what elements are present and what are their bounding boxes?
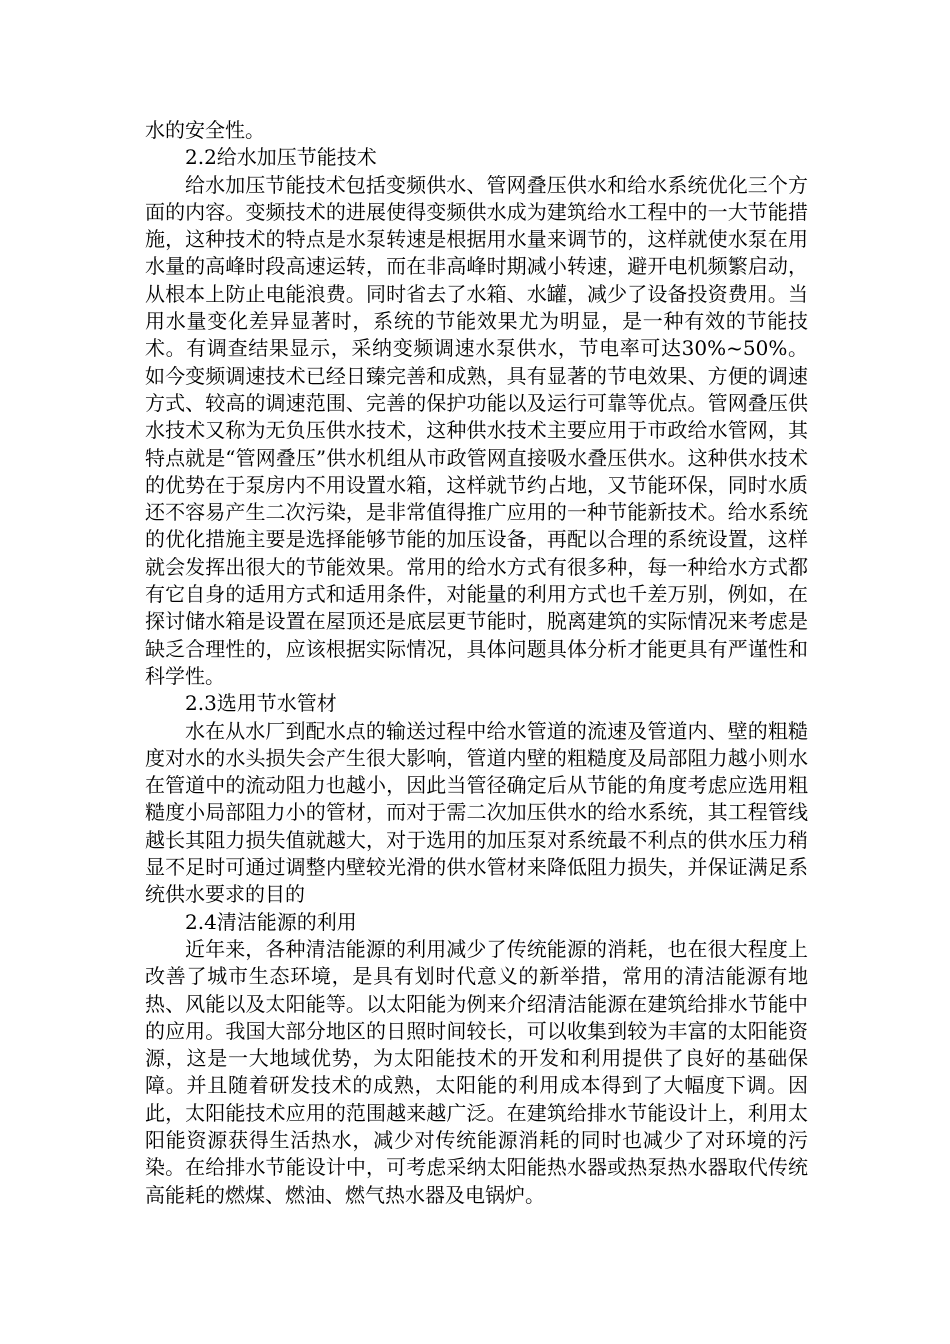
continuation-text: 水的安全性。	[145, 118, 265, 142]
section-body-2-2: 给水加压节能技术包括变频供水、管网叠压供水和给水系统优化三个方面的内容。变频技术的进展使得变频供水成为建筑给水工程中的一大节能措施，这种技术的特点是水泵转速是根据用水量来调节的，这样就使水泵在用水量的高峰时段高速运转，而在非高峰时期减小转速，避开电机频繁启动，从根本上防止电能浪费。同时省去了水箱、水罐，减少了设备投资费用。当用水量变化差异显著时，系统的节能效果尤为明显，是一种有效的节能技术。有调查结果显示，采纳变频调速水泵供水，节电率可达30%~50%。如今变频调速技术已经日臻完善和成熟，具有显著的节电效果、方便的调速方式、较高的调速范围、完善的保护功能以及运行可靠等优点。管网叠压供水技术又称为无负压供水技术，这种供水技术主要应用于市政给水管网，其特点就是“管网叠压”供水机组从市政管网直接吸水叠压供水。这种供水技术的优势在于泵房内不用设置水箱，这样就节约占地，又节能环保，同时水质还不容易产生二次污染，是非常值得推广应用的一种节能新技术。给水系统的优化措施主要是选择能够节能的加压设备，再配以合理的系统设置，这样就会发挥出很大的节能效果。常用的给水方式有很多种，每一种给水方式都有它自身的适用方式和适用条件，对能量的利用方式也千差万别，例如，在探讨储水箱是设置在屋顶还是底层更节能时，脱离建筑的实际情况来考虑是缺乏合理性的，应该根据实际情况，具体问题具体分析才能更具有严谨性和科学性。	[145, 172, 808, 688]
section-body-2-4: 近年来，各种清洁能源的利用减少了传统能源的消耗，也在很大程度上改善了城市生态环境，是具有划时代意义的新举措，常用的清洁能源有地热、风能以及太阳能等。以太阳能为例来介绍清洁能源在建筑给排水节能中的应用。我国大部分地区的日照时间较长，可以收集到较为丰富的太阳能资源，这是一大地域优势，为太阳能技术的开发和利用提供了良好的基础保障。并且随着研发技术的成熟，太阳能的利用成本得到了大幅度下调。因此，太阳能技术应用的范围越来越广泛。在建筑给排水节能设计上，利用太阳能资源获得生活热水，减少对传统能源消耗的同时也减少了对环境的污染。在给排水节能设计中，可考虑采纳太阳能热水器或热泵热水器取代传统高能耗的燃煤、燃油、燃气热水器及电锅炉。	[145, 936, 808, 1207]
section-body-2-3: 水在从水厂到配水点的输送过程中给水管道的流速及管道内、壁的粗糙度对水的水头损失会产生很大影响，管道内壁的粗糙度及局部阻力越小则水在管道中的流动阻力也越小，因此当管径确定后从节能的角度考虑应选用粗糙度小局部阻力小的管材，而对于需二次加压供水的给水系统，其工程管线越长其阻力损失值就越大，对于选用的加压泵对系统最不利点的供水压力稍显不足时可通过调整内壁较光滑的供水管材来降低阻力损失，并保证满足系统供水要求的目的	[145, 718, 808, 907]
document-page	[145, 117, 808, 1209]
section-heading-2-4: 2.4清洁能源的利用	[185, 909, 357, 934]
section-heading-2-3: 2.3选用节水管材	[185, 691, 337, 716]
section-heading-2-2: 2.2给水加压节能技术	[185, 145, 377, 170]
